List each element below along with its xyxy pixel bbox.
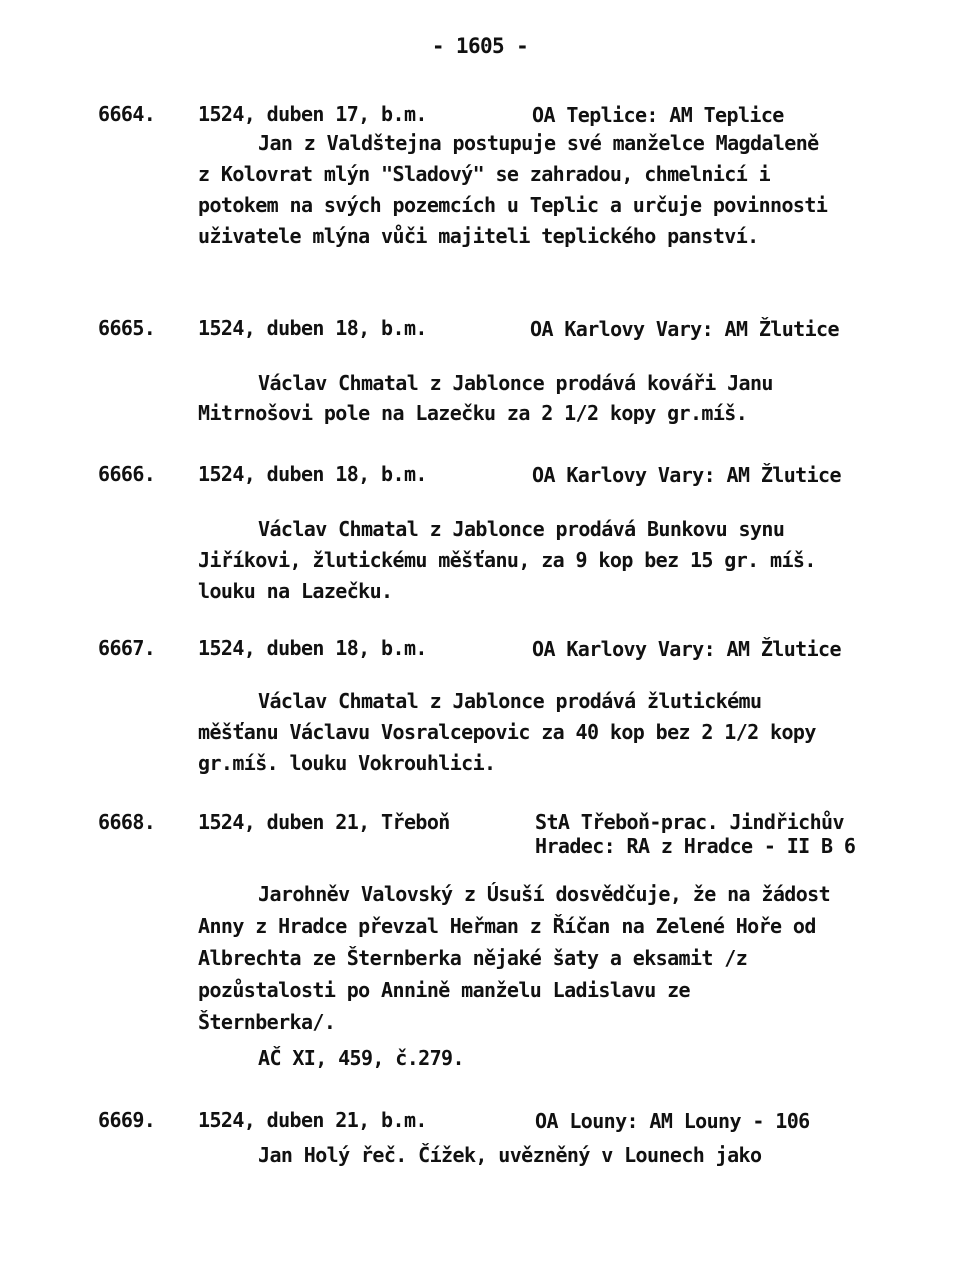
entry-date: 1524, duben 18, b.m. (198, 462, 427, 486)
entry-text: Jan z Valdštejna postupuje své manželce Magdaleně z Kolovrat mlýn "Sladový" se zahradou, chmelnicí i potokem na svých pozemcích u Teplic a určuje povinnosti uživatele mlýna vůči majiteli teplického panství. (198, 131, 828, 248)
entry-archive: OA Teplice: AM Teplice (532, 103, 784, 127)
entry-text: Václav Chmatal z Jablonce prodává kováři Janu Mitrnošovi pole na Lazečku za 2 1/2 kopy gr.míš. (198, 371, 773, 425)
entry-number: 6666. (98, 462, 156, 486)
entry-number: 6668. (98, 810, 156, 834)
entry-number: 6667. (98, 636, 156, 660)
entry-text: Václav Chmatal z Jablonce prodává Bunkovu synu Jiříkovi, žlutickému měšťanu, za 9 kop bez 15 gr. míš. louku na Lazečku. (198, 517, 816, 603)
entry-date: 1524, duben 17, b.m. (198, 102, 427, 126)
entry-text: Jarohněv Valovský z Úsuší dosvědčuje, že na žádost Anny z Hradce převzal Heřman z Říčan na Zelené Hoře od Albrechta ze Šternberka nějaké šaty a eksamit /z pozůstalosti po Annině manželu Ladislavu ze Šternberka/. (198, 882, 831, 1034)
entry-date: 1524, duben 18, b.m. (198, 636, 427, 660)
entry-number: 6664. (98, 102, 156, 126)
entry-archive: OA Karlovy Vary: AM Žlutice (532, 463, 841, 487)
page-number: - 1605 - (431, 34, 529, 58)
entry-archive: OA Louny: AM Louny - 106 (535, 1109, 810, 1133)
entry-number: 6665. (98, 316, 156, 340)
entry-date: 1524, duben 21, b.m. (198, 1108, 427, 1132)
entry-text: Václav Chmatal z Jablonce prodává žlutickému měšťanu Václavu Vosralcepovic za 40 kop bez 2 1/2 kopy gr.míš. louku Vokrouhlici. (198, 689, 816, 775)
entry-archive: OA Karlovy Vary: AM Žlutice (530, 317, 839, 341)
entry-number: 6669. (98, 1108, 156, 1132)
entry-reference: AČ XI, 459, č.279. (258, 1046, 464, 1070)
entry-archive: OA Karlovy Vary: AM Žlutice (532, 637, 841, 661)
entry-archive: StA Třeboň-prac. Jindřichův Hradec: RA z Hradce - II B 6 (535, 810, 856, 858)
entry-date: 1524, duben 21, Třeboň (198, 810, 450, 834)
entry-date: 1524, duben 18, b.m. (198, 316, 427, 340)
entry-text: Jan Holý řeč. Čížek, uvězněný v Lounech jako (258, 1143, 762, 1167)
